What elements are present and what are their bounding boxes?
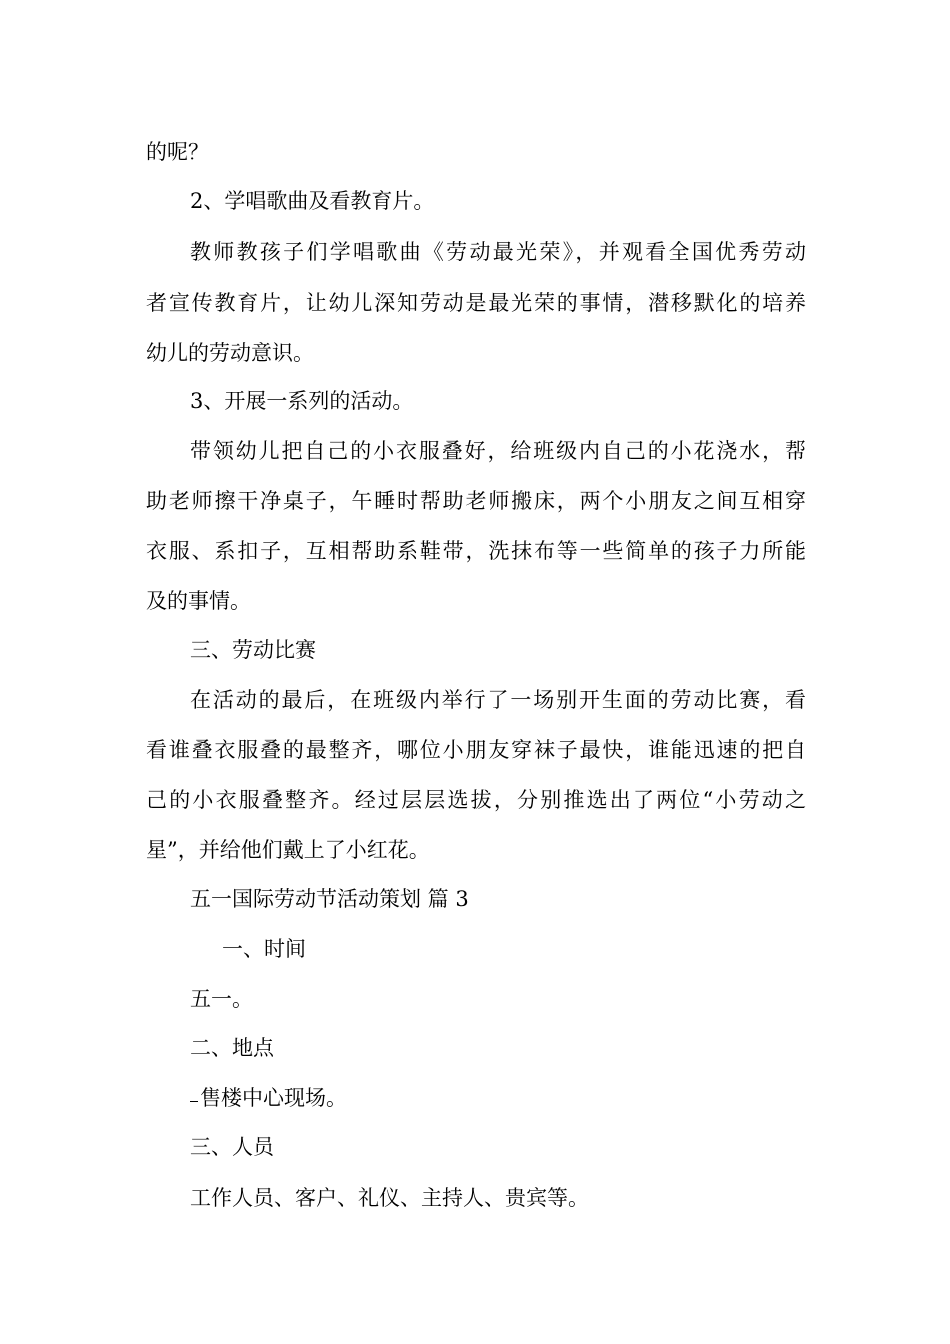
- section-heading: 三、劳动比赛: [190, 638, 316, 662]
- paragraph-line: 及的事情。: [146, 589, 251, 613]
- paragraph-line: 的呢？: [146, 140, 209, 164]
- article-heading: 五一国际劳动节活动策划 篇 3: [190, 887, 469, 911]
- paragraph-line: 五一。: [190, 987, 253, 1011]
- section-heading: 三、人员: [190, 1135, 274, 1159]
- section-heading: 二、地点: [190, 1036, 274, 1060]
- paragraph-line: 星”，并给他们戴上了小红花。: [146, 838, 430, 862]
- dash-mark: [190, 1101, 198, 1102]
- paragraph-line: 己的小衣服叠整齐。经过层层选拔，分别推选出了两位“小劳动之: [146, 788, 806, 812]
- section-heading: 2、学唱歌曲及看教育片。: [190, 189, 435, 213]
- paragraph-line: 看谁叠衣服叠的最整齐，哪位小朋友穿袜子最快，谁能迅速的把自: [146, 738, 806, 762]
- paragraph-line: 者宣传教育片，让幼儿深知劳动是最光荣的事情，潜移默化的培养: [146, 291, 806, 315]
- paragraph-line: 衣服、系扣子，互相帮助系鞋带，洗抹布等一些简单的孩子力所能: [146, 539, 806, 563]
- section-heading: 一、时间: [222, 937, 306, 961]
- paragraph-line: 在活动的最后，在班级内举行了一场别开生面的劳动比赛，看: [190, 688, 806, 712]
- section-heading: 3、开展一系列的活动。: [190, 389, 414, 413]
- paragraph-line: 教师教孩子们学唱歌曲《劳动最光荣》，并观看全国优秀劳动: [190, 240, 806, 264]
- paragraph-line: 工作人员、客户、礼仪、主持人、贵宾等。: [190, 1186, 589, 1210]
- paragraph-line: 带领幼儿把自己的小衣服叠好，给班级内自己的小花浇水，帮: [190, 439, 806, 463]
- paragraph-line: 助老师擦干净桌子，午睡时帮助老师搬床，两个小朋友之间互相穿: [146, 489, 806, 513]
- paragraph-line: [190, 1084, 347, 1112]
- paragraph-line: 幼儿的劳动意识。: [146, 341, 314, 365]
- location-text: 售楼中心现场。: [200, 1086, 347, 1110]
